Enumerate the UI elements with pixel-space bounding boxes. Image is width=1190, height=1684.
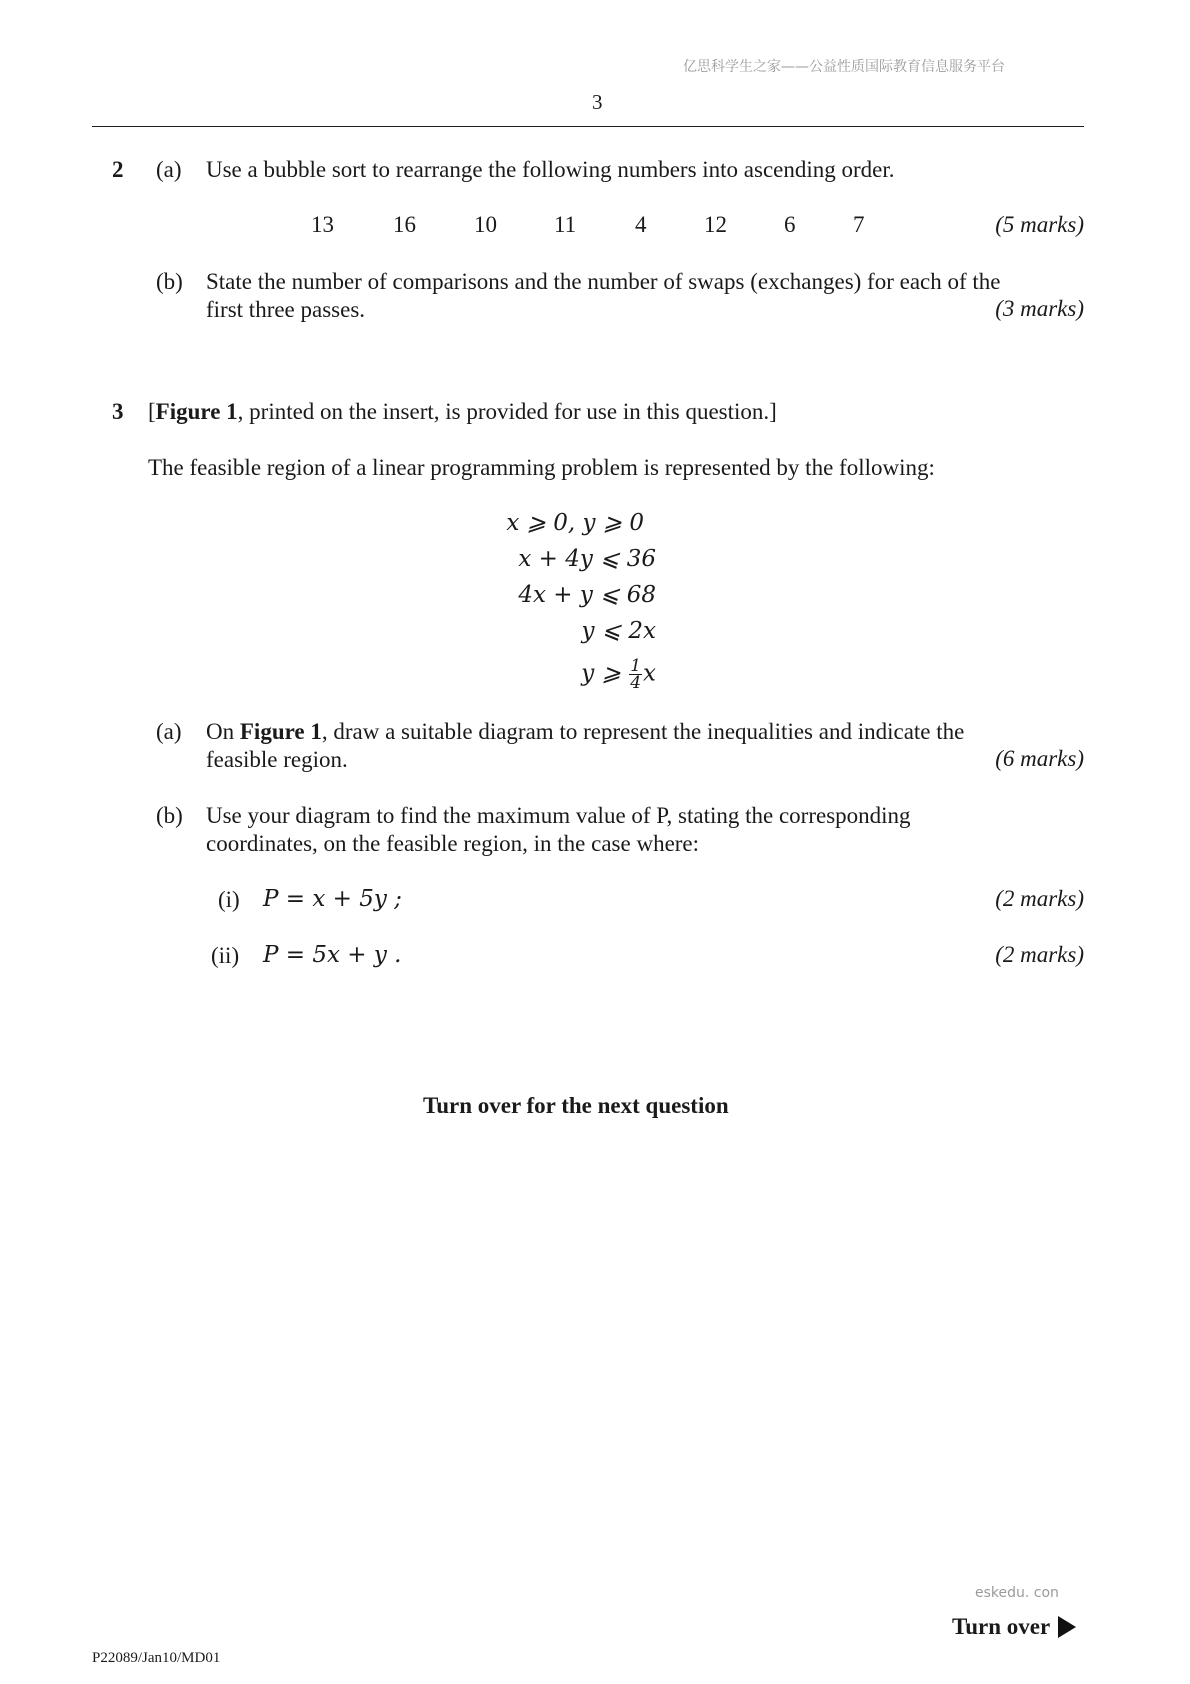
- fraction-numerator: 1: [630, 656, 642, 676]
- constraint-y-le-2x: y ⩽ 2x: [581, 618, 656, 644]
- question-3b-line1: Use your diagram to find the maximum value of P, stating the corresponding: [206, 803, 911, 828]
- sort-number-5: 4: [635, 212, 647, 237]
- intro-figure-ref: Figure 1: [155, 399, 238, 424]
- question-3a-label: (a): [156, 719, 182, 744]
- question-3b-i-expression: P = x + 5y ;: [263, 886, 402, 912]
- intro-open-bracket: [: [148, 399, 156, 424]
- constraint-5-lhs: y ⩾: [581, 660, 621, 687]
- q3a-pre: On: [206, 719, 240, 744]
- question-3-stem: The feasible region of a linear programming problem is represented by the following:: [148, 455, 935, 480]
- next-question-note: Turn over for the next question: [423, 1093, 729, 1118]
- question-2b-marks: (3 marks): [995, 296, 1084, 321]
- sort-number-1: 13: [311, 212, 334, 237]
- sort-number-7: 6: [784, 212, 796, 237]
- question-2a-marks: (5 marks): [995, 212, 1084, 237]
- q3a-post: , draw a suitable diagram to represent the inequalities and indicate the: [321, 719, 965, 744]
- question-2b-label: (b): [156, 269, 183, 294]
- question-3b-ii-marks: (2 marks): [995, 942, 1084, 967]
- question-3b-ii-expression: P = 5x + y .: [263, 942, 402, 968]
- question-2b-line2: first three passes.: [206, 297, 366, 322]
- question-3b-i-label: (i): [218, 887, 240, 912]
- page-number: 3: [592, 90, 603, 114]
- constraint-4x-plus-y: 4x + y ⩽ 68: [518, 582, 656, 608]
- question-3b-line2: coordinates, on the feasible region, in the case where:: [206, 831, 700, 856]
- question-3b-ii-label: (ii): [211, 943, 240, 968]
- question-3a-marks: (6 marks): [995, 746, 1084, 771]
- question-3-number: 3: [112, 399, 124, 424]
- site-watermark: eskedu. con: [975, 1585, 1059, 1601]
- paper-code: P22089/Jan10/MD01: [92, 1650, 221, 1666]
- turn-over-label: Turn over: [952, 1614, 1051, 1639]
- constraint-nonnegativity: x ⩾ 0, y ⩾ 0: [506, 510, 644, 536]
- question-2a-text: Use a bubble sort to rearrange the following numbers into ascending order.: [206, 157, 895, 182]
- fraction-one-quarter: [629, 658, 642, 691]
- q3a-figure-ref: Figure 1: [239, 719, 322, 744]
- sort-number-8: 7: [853, 212, 865, 237]
- question-3a-line1: [206, 718, 964, 746]
- sort-number-2: 16: [393, 212, 416, 237]
- question-3b-i-marks: (2 marks): [995, 886, 1084, 911]
- header-watermark: 亿思科学生之家——公益性质国际教育信息服务平台: [683, 59, 1005, 75]
- header-rule: [92, 126, 1084, 127]
- constraint-x-plus-4y: x + 4y ⩽ 36: [518, 546, 656, 572]
- question-2b-line1: State the number of comparisons and the number of swaps (exchanges) for each of the: [206, 269, 1001, 294]
- question-3a-line2: feasible region.: [206, 747, 348, 772]
- question-3-intro: [148, 398, 777, 426]
- right-arrow-icon: [1058, 1616, 1076, 1638]
- constraint-y-ge-quarter-x: [581, 658, 656, 691]
- question-2a-label: (a): [156, 157, 182, 182]
- constraint-5-rhs: x: [643, 660, 656, 687]
- question-2-number: 2: [112, 157, 124, 182]
- question-3b-label: (b): [156, 803, 183, 828]
- intro-rest: , printed on the insert, is provided for use in this question.]: [237, 399, 777, 424]
- sort-number-3: 10: [474, 212, 497, 237]
- fraction-denominator: 4: [630, 673, 642, 693]
- sort-number-6: 12: [704, 212, 727, 237]
- turn-over: [952, 1614, 1076, 1640]
- sort-number-4: 11: [554, 212, 577, 237]
